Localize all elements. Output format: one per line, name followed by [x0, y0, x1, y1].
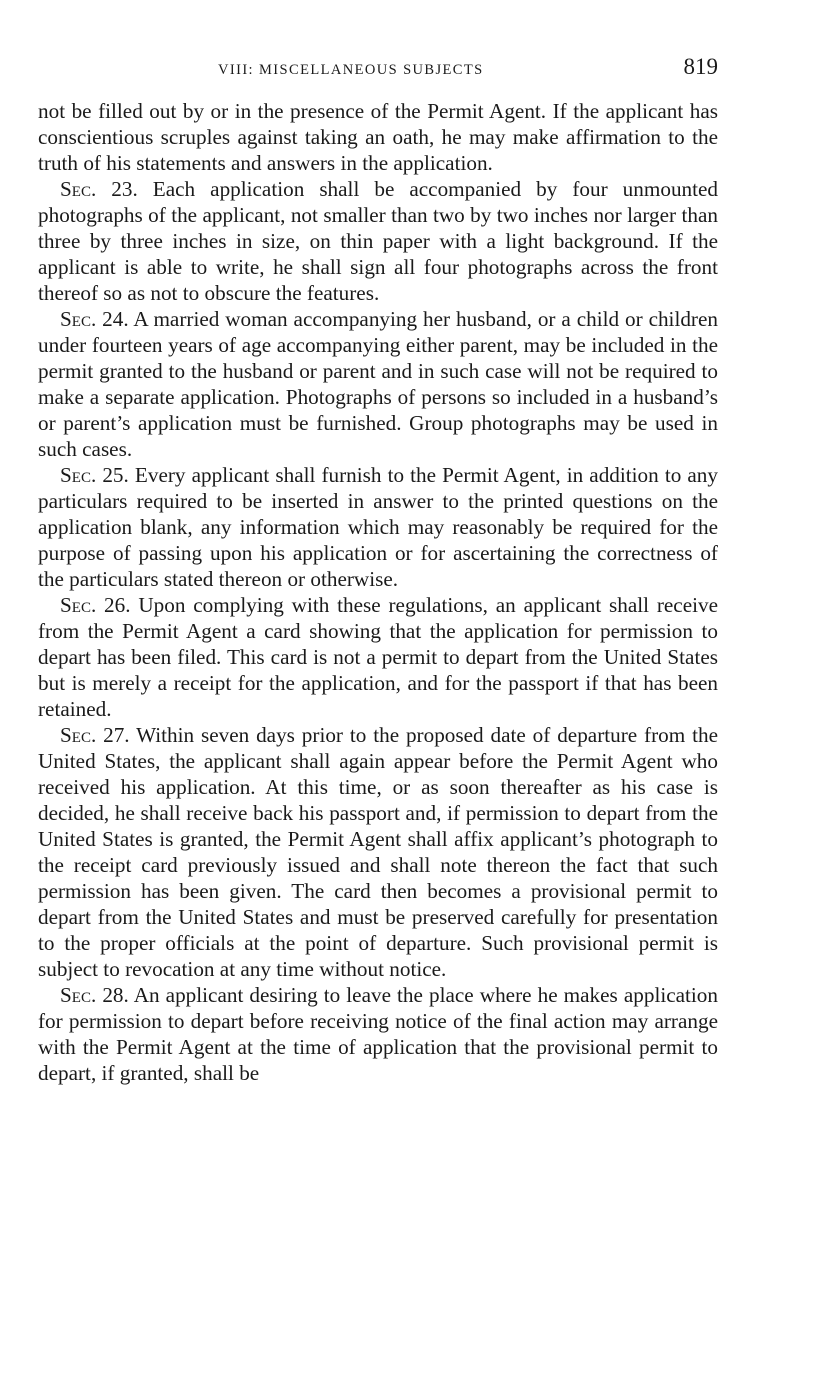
section-label: Sec. 25. — [60, 463, 129, 487]
paragraph-sec-23 — [38, 176, 718, 306]
paragraph-continuation — [38, 98, 718, 176]
section-title: VIII: MISCELLANEOUS SUBJECTS — [218, 62, 484, 78]
section-label: Sec. 28. — [60, 983, 129, 1007]
paragraph-text: Every applicant shall furnish to the Permit Agent, in addition to any particulars required to be inserted in answer to the printed questions on the application blank, any information which may reasonably be required for the purpose of passing upon his application or for ascertaining the correctness of the particulars stated thereon or otherwise. — [38, 463, 718, 591]
section-label: Sec. 26. — [60, 593, 131, 617]
paragraph-text: A married woman accompanying her husband, or a child or children under fourteen years of age accompanying either parent, may be included in the permit granted to the husband or parent and in such case will not be required to make a separate application. Photographs of persons so included in a husband’s or parent’s application must be furnished. Group photographs may be used in such cases. — [38, 307, 718, 461]
section-label: Sec. 23. — [60, 177, 138, 201]
paragraph-sec-24 — [38, 306, 718, 462]
paragraph-sec-25 — [38, 462, 718, 592]
section-label: Sec. 24. — [60, 307, 129, 331]
running-head — [38, 54, 718, 88]
paragraph-text: An applicant desiring to leave the place where he makes application for permission to depart before receiving notice of the final action may arrange with the Permit Agent at the time of application that the provisional permit to depart, if granted, shall be — [38, 983, 718, 1085]
section-label: Sec. 27. — [60, 723, 130, 747]
paragraph-text: Each application shall be accompanied by four unmounted photographs of the applicant, not smaller than two by two inches nor larger than three by three inches in size, on thin paper with a light background. If the applicant is able to write, he shall sign all four photographs across the front thereof so as not to obscure the features. — [38, 177, 719, 305]
body-text — [38, 98, 718, 1086]
paragraph-text: not be filled out by or in the presence of the Permit Agent. If the applicant has conscientious scruples against taking an oath, he may make affirmation to the truth of his statements and answers in the application. — [38, 99, 718, 175]
paragraph-sec-27 — [38, 722, 718, 982]
paragraph-text: Within seven days prior to the proposed date of departure from the United States, the applicant shall again appear before the Permit Agent who received his application. At this time, or as soon thereafter as his case is decided, he shall receive back his passport and, if permission to depart from the United States is granted, the Permit Agent shall affix applicant’s photograph to the receipt card previously issued and shall note thereon the fact that such permission has been given. The card then becomes a provisional permit to depart from the United States and must be preserved carefully for presentation to the proper officials at the point of departure. Such provisional permit is subject to revocation at any time without notice. — [38, 723, 719, 981]
page-number: 819 — [683, 54, 718, 79]
paragraph-sec-28 — [38, 982, 718, 1086]
document-page — [38, 54, 718, 1086]
paragraph-sec-26 — [38, 592, 718, 722]
paragraph-text: Upon complying with these regulations, an applicant shall receive from the Permit Agent a card showing that the application for permission to depart has been filed. This card is not a permit to depart from the United States but is merely a receipt for the application, and for the passport if that has been retained. — [38, 593, 719, 721]
